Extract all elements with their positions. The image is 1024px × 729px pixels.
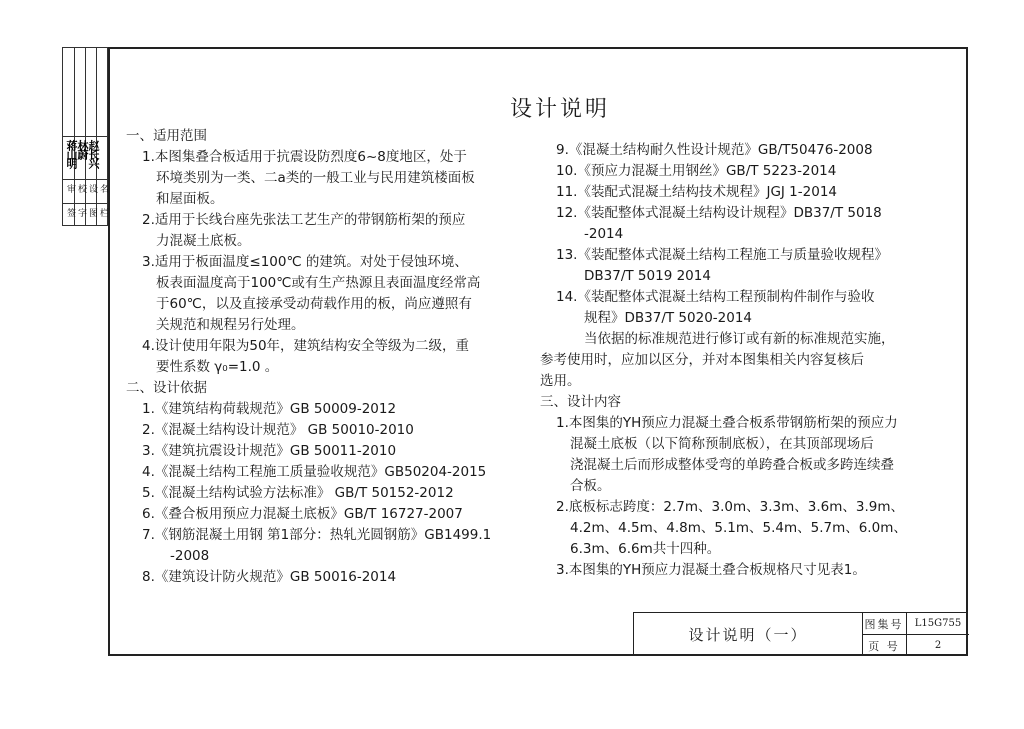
strip-label-5: 字 bbox=[76, 208, 86, 217]
text-line: 板表面温度高于100℃或有生产热源且表面温度经常高 bbox=[156, 275, 481, 291]
text-line: 4.设计使用年限为50年，建筑结构安全等级为二级，重 bbox=[142, 338, 470, 354]
sheet-name: 设计说明（一） bbox=[634, 613, 863, 656]
text-line: 3.本图集的YH预应力混凝土叠合板规格尺寸见表1。 bbox=[556, 562, 866, 578]
text-line: 14.《装配整体式混凝土结构工程预制构件制作与验收 bbox=[556, 289, 875, 305]
page-label: 页 号 bbox=[862, 635, 907, 656]
text-line: 规程》DB37/T 5020-2014 bbox=[584, 310, 753, 326]
right-column bbox=[540, 140, 950, 581]
signature-1: 蒋山明 bbox=[65, 140, 78, 167]
title-block-grid bbox=[862, 613, 969, 656]
text-line: 10.《预应力混凝土用钢丝》GB/T 5223-2014 bbox=[556, 163, 837, 179]
signature-2: 林蔚 bbox=[76, 140, 89, 158]
text-line: 6.《叠合板用预应力混凝土底板》GB/T 16727-2007 bbox=[142, 506, 463, 522]
text-line: 和屋面板。 bbox=[156, 191, 224, 207]
strip-label-6: 图 bbox=[87, 208, 97, 217]
signature-strip bbox=[62, 47, 108, 226]
text-line: 于60℃，以及直接承受动荷载作用的板，尚应遵照有 bbox=[156, 296, 472, 312]
strip-label-3: 设 bbox=[87, 184, 97, 193]
text-line: 混凝土底板（以下简称预制底板），在其顶部现场后 bbox=[570, 436, 874, 452]
text-line: 1.本图集叠合板适用于抗震设防烈度6~8度地区，处于 bbox=[142, 149, 467, 165]
text-line: 12.《装配整体式混凝土结构设计规程》DB37/T 5018 bbox=[556, 205, 882, 221]
text-line: 当依据的标准规范进行修订或有新的标准规范实施， bbox=[584, 331, 895, 347]
title-block bbox=[633, 612, 968, 656]
signature-3: 赵长兴 bbox=[87, 140, 100, 167]
text-line: 4.2m、4.5m、4.8m、5.1m、5.4m、5.7m、6.0m、 bbox=[570, 520, 907, 536]
text-line: 关规范和规程另行处理。 bbox=[156, 317, 305, 333]
left-column bbox=[126, 126, 526, 588]
atlas-row bbox=[862, 613, 969, 635]
strip-label-7: 名 bbox=[98, 184, 108, 193]
text-line: 3.《建筑抗震设计规范》GB 50011-2010 bbox=[142, 443, 397, 459]
text-line: 6.3m、6.6m共十四种。 bbox=[570, 541, 721, 557]
strip-label-2: 校 bbox=[76, 184, 86, 193]
text-line: 二、设计依据 bbox=[126, 380, 207, 396]
text-line: 选用。 bbox=[540, 373, 581, 389]
text-line: 参考使用时，应加以区分，并对本图集相关内容复核后 bbox=[540, 352, 864, 368]
text-line: 2.适用于长线台座先张法工艺生产的带钢筋桁架的预应 bbox=[142, 212, 466, 228]
text-line: 一、适用范围 bbox=[126, 128, 207, 144]
page-number: 2 bbox=[934, 640, 942, 651]
text-line: 8.《建筑设计防火规范》GB 50016-2014 bbox=[142, 569, 397, 585]
text-line: 4.《混凝土结构工程施工质量验收规范》GB50204-2015 bbox=[142, 464, 487, 480]
text-line: 13.《装配整体式混凝土结构工程施工与质量验收规程》 bbox=[556, 247, 888, 263]
text-line: 环境类别为一类、二a类的一般工业与民用建筑楼面板 bbox=[156, 170, 475, 186]
strip-label-1: 审 bbox=[65, 184, 75, 193]
text-line: 三、设计内容 bbox=[540, 394, 621, 410]
text-line: -2008 bbox=[170, 548, 210, 564]
text-line: 1.《建筑结构荷载规范》GB 50009-2012 bbox=[142, 401, 397, 417]
text-line: -2014 bbox=[584, 226, 624, 242]
text-line: 力混凝土底板。 bbox=[156, 233, 251, 249]
strip-label-8: 栏 bbox=[98, 208, 108, 217]
text-line: 5.《混凝土结构试验方法标准》 GB/T 50152-2012 bbox=[142, 485, 454, 501]
text-line: 9.《混凝土结构耐久性设计规范》GB/T50476-2008 bbox=[556, 142, 873, 158]
text-line: DB37/T 5019 2014 bbox=[584, 268, 711, 284]
text-line: 要性系数 γ₀=1.0 。 bbox=[156, 359, 279, 375]
page-row bbox=[862, 635, 969, 656]
strip-divider bbox=[63, 136, 107, 137]
strip-divider bbox=[63, 203, 107, 204]
strip-label-4: 签 bbox=[65, 208, 75, 217]
text-line: 3.适用于板面温度≤100℃ 的建筑。对处于侵蚀环境、 bbox=[142, 254, 468, 270]
text-line: 浇混凝土后而形成整体受弯的单跨叠合板或多跨连续叠 bbox=[570, 457, 894, 473]
text-line: 合板。 bbox=[570, 478, 611, 494]
atlas-number: L15G755 bbox=[914, 618, 962, 629]
strip-divider bbox=[63, 179, 107, 180]
text-line: 7.《钢筋混凝土用钢 第1部分：热轧光圆钢筋》GB1499.1 bbox=[142, 527, 492, 543]
text-line: 2.底板标志跨度：2.7m、3.0m、3.3m、3.6m、3.9m、 bbox=[556, 499, 904, 515]
text-line: 2.《混凝土结构设计规范》 GB 50010-2010 bbox=[142, 422, 414, 438]
text-line: 1.本图集的YH预应力混凝土叠合板系带钢筋桁架的预应力 bbox=[556, 415, 898, 431]
text-line: 11.《装配式混凝土结构技术规程》JGJ 1-2014 bbox=[556, 184, 838, 200]
atlas-label: 图集号 bbox=[862, 613, 907, 634]
page-title: 设计说明 bbox=[510, 97, 611, 122]
